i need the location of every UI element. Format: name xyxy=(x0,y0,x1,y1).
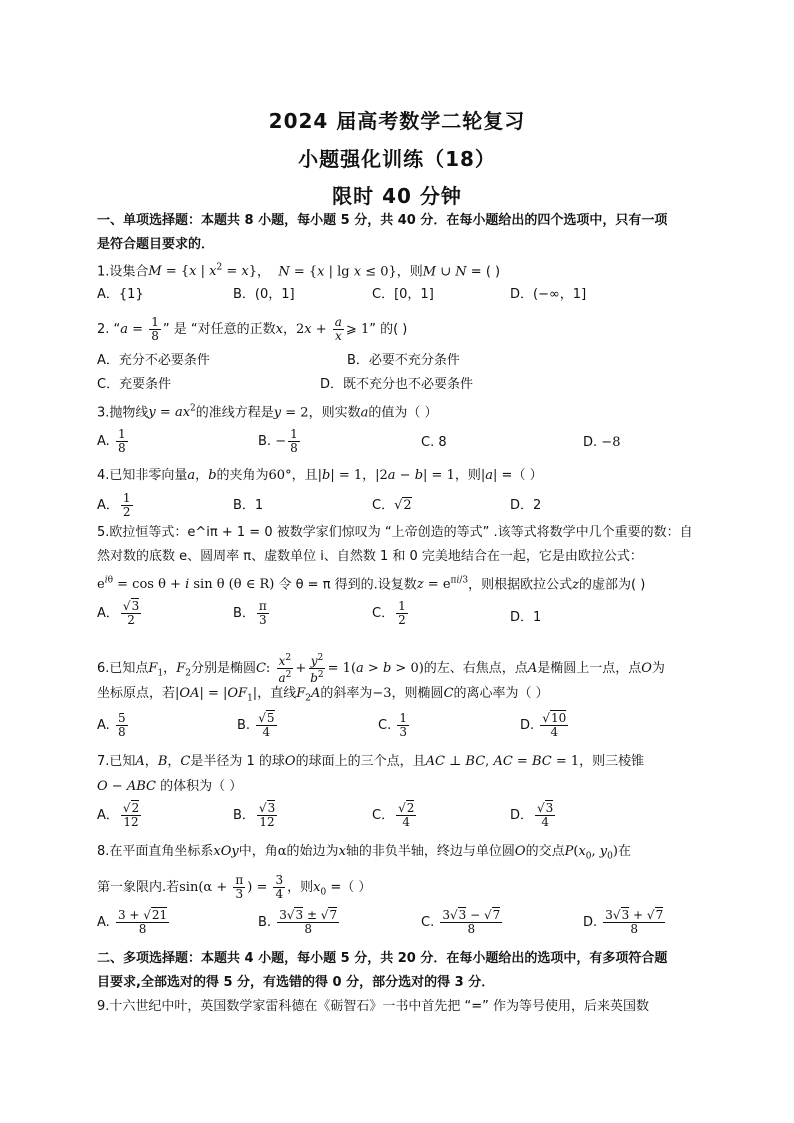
q6-option-c: C. $\frac{1}{3}$ xyxy=(378,711,407,739)
q5-option-d: D．1 xyxy=(510,610,542,625)
q5-line1: 5.欧拉恒等式：e^iπ + 1 = 0 被数学家们惊叹为 “上帝创造的等式” .该等式将数学中几个重要的数：自 xyxy=(97,525,693,540)
q1-stem: 1.设集合M = {x | $x^2 = x$}， N = {x | lg x ≤ 0}，则M ∪ N = ( ) xyxy=(97,263,501,280)
q7-option-d: D． $\frac{√3}{4}$ xyxy=(510,801,554,829)
q3-option-b: B. − $\frac{1}{8}$ xyxy=(258,427,298,455)
q4-option-d: D．2 xyxy=(510,498,542,513)
section2-heading-line2: 目要求,全部选对的得 5 分，有选错的得 0 分，部分选对的得 3 分． xyxy=(97,975,495,990)
q7-line1: 7.已知A，B，C是半径为 1 的球O的球面上的三个点，且AC ⊥ BC, AC = BC = 1，则三棱锥 xyxy=(97,754,645,769)
q4-stem: 4.已知非零向量a，b的夹角为60°，且|b| = 1，|2a − b| = 1，则|a| =（ ） xyxy=(97,468,543,483)
q8-option-c: C. $\frac{3√3 - √7}{8}$ xyxy=(421,908,501,936)
q6-line1: 6.已知点$F_1$，$F_2$分别是椭圆C: $\frac{x^2}{a^2}$ + $\frac{y^2}{b^2}$ = 1(a > b > 0)的左、右焦点，点A是椭圆上一点，点O为 xyxy=(97,653,665,685)
q8-option-a: A. $\frac{3 + √21}{8}$ xyxy=(97,908,168,936)
q5-line3: $e^{i\theta} = \cos \theta + i$ sin θ (θ ∈ R) 令 θ = π 得到的.设复数$z = e^{\pi i/3}$，则根据欧拉公式z的虚部为( ) xyxy=(97,576,646,593)
q7-option-a: A． $\frac{√2}{12}$ xyxy=(97,801,140,829)
section1-heading-line2: 是符合题目要求的． xyxy=(97,237,215,252)
q3-option-a: A. $\frac{1}{8}$ xyxy=(97,427,126,455)
q4-option-c: C．√2 xyxy=(372,498,412,513)
q2-option-c: C．充要条件 xyxy=(97,377,172,392)
q7-line2: O − ABC 的体积为（ ） xyxy=(97,779,243,794)
q5-option-c: C． $\frac{1}{2}$ xyxy=(372,599,406,627)
q7-option-c: C． $\frac{√2}{4}$ xyxy=(372,801,415,829)
q1-option-b: B．(0，1] xyxy=(233,287,295,302)
q2-option-a: A．充分不必要条件 xyxy=(97,353,210,368)
q2-stem: 2. “a = $\frac{1}{8}$ ” 是 “对任意的正数x，2x + $\frac{a}{x}$ ⩾ 1” 的( ) xyxy=(97,315,408,343)
q8-line1: 8.在平面直角坐标系xOy中，角α的始边为x轴的非负半轴，终边与单位圆O的交点$P(x_0$, $y_0$)在 xyxy=(97,844,631,862)
title-sub: 小题强化训练（18） xyxy=(298,147,496,171)
q6-option-d: D. $\frac{√10}{4}$ xyxy=(520,711,567,739)
section1-heading-line1: 一、单项选择题：本题共 8 小题，每小题 5 分，共 40 分．在每小题给出的四个选项中，只有一项 xyxy=(97,213,668,228)
q2-option-d: D．既不充分也不必要条件 xyxy=(320,377,474,392)
q7-option-b: B． $\frac{√3}{12}$ xyxy=(233,801,276,829)
q5-option-a: A． $\frac{√3}{2}$ xyxy=(97,599,140,627)
q3-stem: 3.抛物线$y = ax^2$的准线方程是y = 2，则实数a的值为（ ） xyxy=(97,404,438,421)
q8-option-d: D. $\frac{3√3 + √7}{8}$ xyxy=(583,908,664,936)
q3-option-c: C. 8 xyxy=(421,435,447,450)
q3-option-d: D. −8 xyxy=(583,435,621,450)
q1-option-a: A．{1} xyxy=(97,287,144,302)
q4-option-a: A． $\frac{1}{2}$ xyxy=(97,491,131,519)
q5-line2: 然对数的底数 e、圆周率 π、虚数单位 i、自然数 1 和 0 完美地结合在一起，它是由欧拉公式： xyxy=(97,549,643,564)
title-time-limit: 限时 40 分钟 xyxy=(332,184,462,208)
q8-line2: 第一象限内.若sin(α + $\frac{\pi}{3}$ ) = $\frac{3}{4}$ ，则$x_0$ =（ ） xyxy=(97,873,372,901)
q6-option-a: A. $\frac{5}{8}$ xyxy=(97,711,126,739)
q9-line1: 9.十六世纪中叶，英国数学家雷科德在《砺智石》一书中首先把 “=” 作为等号使用，后来英国数 xyxy=(97,999,650,1014)
q1-option-c: C．[0，1] xyxy=(372,287,434,302)
q4-option-b: B．1 xyxy=(233,498,264,513)
section2-heading-line1: 二、多项选择题：本题共 4 小题，每小题 5 分，共 20 分．在每小题给出的选项中，有多项符合题 xyxy=(97,951,668,966)
q5-option-b: B． $\frac{\pi}{3}$ xyxy=(233,599,267,627)
q8-option-b: B. $\frac{3√3 \pm √7}{8}$ xyxy=(258,908,338,936)
q1-option-d: D．(−∞，1] xyxy=(510,287,587,302)
q6-option-b: B. $\frac{√5}{4}$ xyxy=(237,711,275,739)
title-main: 2024 届高考数学二轮复习 xyxy=(268,109,526,133)
q6-line2: 坐标原点，若$|OA| = |OF_1|$，直线$F_2A$的斜率为−3，则椭圆C的离心率为（ ） xyxy=(97,686,549,704)
q2-option-b: B．必要不充分条件 xyxy=(347,353,460,368)
